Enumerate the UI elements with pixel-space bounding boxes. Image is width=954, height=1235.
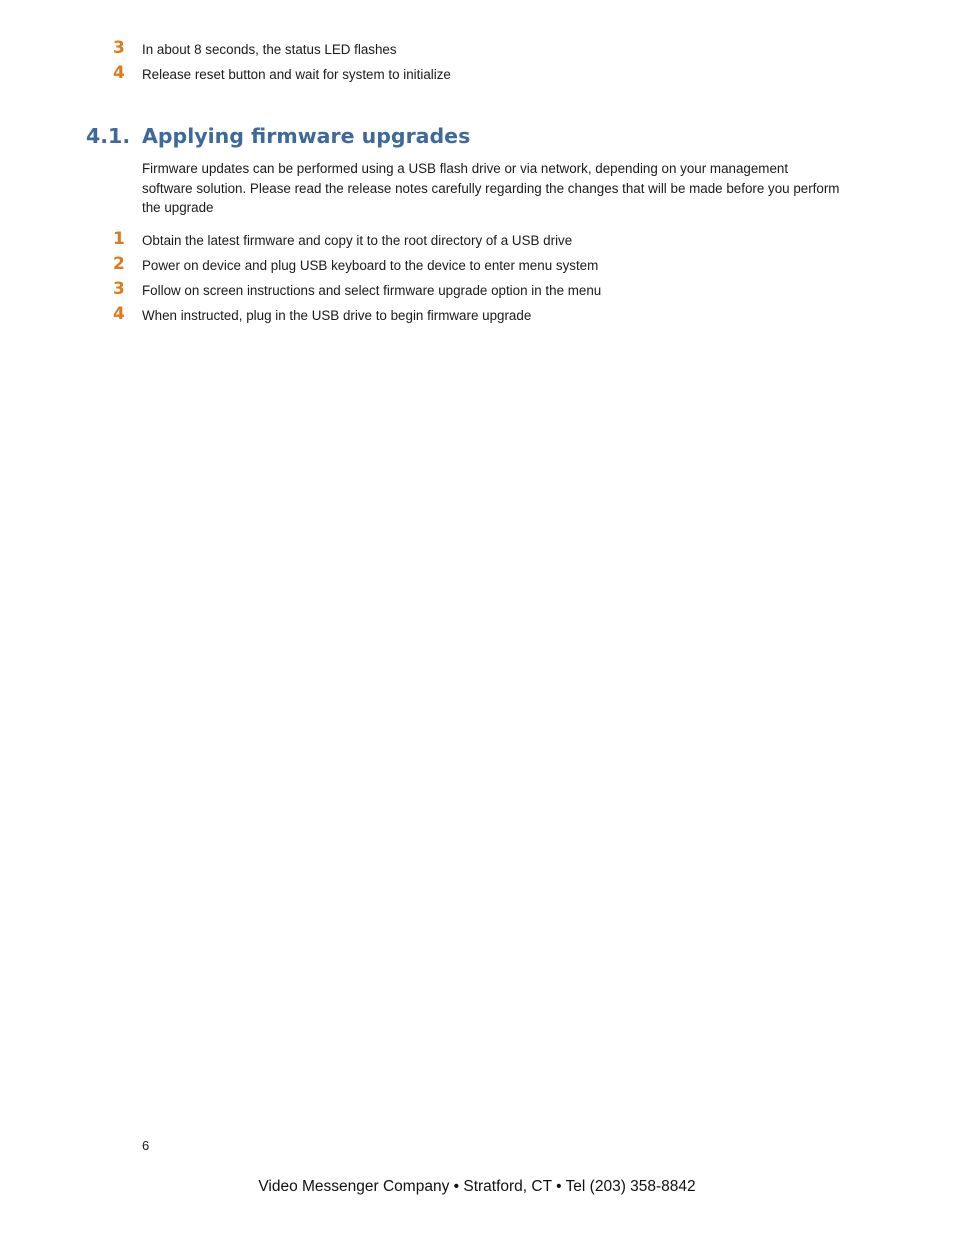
section-intro: Firmware updates can be performed using a USB flash drive or via network, depending on your management software solution. Please read the release notes carefully regarding the changes that will be made before you perform the upgrade	[142, 161, 840, 215]
step-text: Release reset button and wait for system to initialize	[142, 67, 451, 82]
step-text: Power on device and plug USB keyboard to the device to enter menu system	[142, 258, 599, 273]
step-text: Follow on screen instructions and select firmware upgrade option in the menu	[142, 283, 602, 298]
step-number: 3	[113, 38, 125, 58]
page-number: 6	[142, 1138, 150, 1153]
step-text: In about 8 seconds, the status LED flashes	[142, 42, 397, 57]
page-footer: Video Messenger Company • Stratford, CT • Tel (203) 358-8842	[258, 1178, 696, 1195]
section-number: 4.1.	[86, 124, 131, 148]
step-number: 2	[113, 254, 125, 274]
step-number: 4	[113, 63, 125, 83]
step-text: Obtain the latest firmware and copy it to the root directory of a USB drive	[142, 233, 573, 248]
step-text: When instructed, plug in the USB drive to begin firmware upgrade	[142, 308, 532, 323]
step-number: 4	[113, 304, 125, 324]
step-number: 1	[113, 229, 125, 249]
section-title: Applying firmware upgrades	[142, 124, 471, 148]
step-number: 3	[113, 279, 125, 299]
